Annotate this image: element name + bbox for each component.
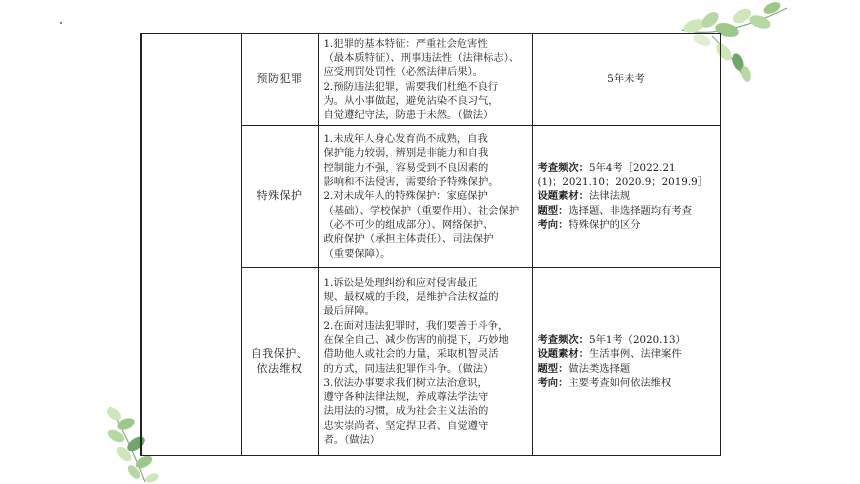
- exam-frequency-label: 考查频次：: [537, 161, 589, 174]
- key-points-cell: [318, 268, 532, 456]
- exam-direction-value: 特殊保护的区分: [568, 218, 641, 231]
- exam-type: [538, 362, 715, 376]
- point-line: 1.犯罪的基本特征：严重社会危害性: [323, 37, 488, 50]
- point-line: 政府保护（承担主体责任）、司法保护: [323, 233, 494, 246]
- exam-type-value: 选择题、非选择题均有考查: [568, 204, 692, 217]
- point-line: 1.诉讼是处理纠纷和应对侵害最正: [323, 276, 478, 289]
- exam-type-label: 题型：: [537, 362, 569, 375]
- point-line: 2.预防违法犯罪，需要我们杜绝不良行: [323, 80, 499, 93]
- point-line: 的方式，同违法犯罪作斗争。（做法）: [323, 362, 494, 375]
- key-points-cell: [318, 34, 532, 126]
- point-line: 法用法的习惯，成为社会主义法治的: [323, 405, 489, 418]
- exam-material-value: 生活事例、法律案件: [588, 348, 682, 361]
- exam-type: [538, 204, 715, 218]
- exam-frequency-cont: (1)；2021.10；2020.9；2019.9］: [537, 176, 708, 189]
- exam-frequency-value: 5年1考（2020.13）: [588, 333, 686, 346]
- exam-type-label: 题型：: [537, 204, 569, 217]
- exam-info-cell: [532, 268, 720, 456]
- point-line: 在保全自己、减少伤害的前提下，巧妙地: [323, 333, 509, 346]
- point-line: 规、最权威的手段，是维护合法权益的: [323, 291, 499, 304]
- topic-label: 特殊保护: [256, 189, 303, 203]
- topic-cell: [241, 34, 318, 126]
- exam-info-cell: [532, 126, 720, 268]
- point-line: 影响和不法侵害，需要给予特殊保护。: [323, 176, 499, 189]
- point-line: 遵守各种法律法规，养成尊法学法守: [323, 391, 489, 404]
- point-line: 忠实崇尚者、坚定捍卫者、自觉遵守: [323, 419, 489, 432]
- exam-direction-value: 主要考查如何依法维权: [568, 376, 672, 389]
- topic-label: 预防犯罪: [256, 72, 303, 86]
- point-line: 2.对未成年人的特殊保护：家庭保护: [323, 190, 488, 203]
- point-line: （最本质特征）、刑事违法性（法律标志）、: [323, 51, 520, 64]
- topic-cell: [241, 126, 318, 268]
- exam-direction: [538, 218, 715, 232]
- exam-material: [538, 189, 715, 203]
- exam-material-label: 设题素材：: [537, 190, 589, 203]
- knowledge-table: [140, 33, 721, 456]
- exam-direction-label: 考向：: [537, 376, 569, 389]
- exam-material: [538, 347, 715, 361]
- point-line: 保护能力较弱，辨别是非能力和自我: [323, 147, 489, 160]
- exam-material-value: 法律法规: [588, 190, 631, 203]
- point-line: 控制能力不强，容易受到不良因素的: [323, 161, 489, 174]
- point-line: （重要保障）。: [323, 247, 391, 260]
- point-line: 最后屏障。: [323, 305, 375, 318]
- point-line: 借助他人或社会的力量，采取机智灵活: [323, 348, 499, 361]
- exam-type-value: 做法类选择题: [568, 362, 631, 375]
- point-line: 3.依法办事要求我们树立法治意识，: [323, 376, 488, 389]
- exam-direction: [538, 376, 715, 390]
- topic-cell: [241, 268, 318, 456]
- exam-info-cell: [532, 34, 720, 126]
- point-line: 者。（做法）: [323, 433, 381, 446]
- topic-label: 依法维权: [256, 361, 303, 375]
- exam-frequency: [538, 333, 715, 347]
- point-line: 1.未成年人身心发育尚不成熟，自我: [323, 133, 488, 146]
- exam-frequency-label: 考查频次：: [537, 333, 589, 346]
- key-points-cell: [318, 126, 532, 268]
- exam-frequency-value: 5年4考［2022.21: [588, 161, 676, 174]
- table-row: [141, 34, 720, 126]
- point-line: 应受刑罚处罚性（必然法律后果）。: [323, 66, 484, 79]
- exam-material-label: 设题素材：: [537, 348, 589, 361]
- point-line: （必不可少的组成部分）、网络保护、: [323, 218, 494, 231]
- point-line: （基础）、学校保护（重要作用）、社会保护: [323, 204, 520, 217]
- topic-label: 自我保护、: [250, 347, 309, 361]
- point-line: 2.在面对违法犯罪时，我们要善于斗争，: [323, 319, 509, 332]
- exam-note: 5年未考: [607, 73, 645, 86]
- exam-frequency: [538, 161, 715, 175]
- point-line: 自觉遵纪守法，防患于未然。（做法）: [323, 109, 494, 122]
- blank-left-cell: [141, 34, 241, 456]
- speck-mark: [60, 22, 62, 24]
- exam-direction-label: 考向：: [537, 218, 569, 231]
- point-line: 为。从小事做起，避免沾染不良习气，: [323, 94, 499, 107]
